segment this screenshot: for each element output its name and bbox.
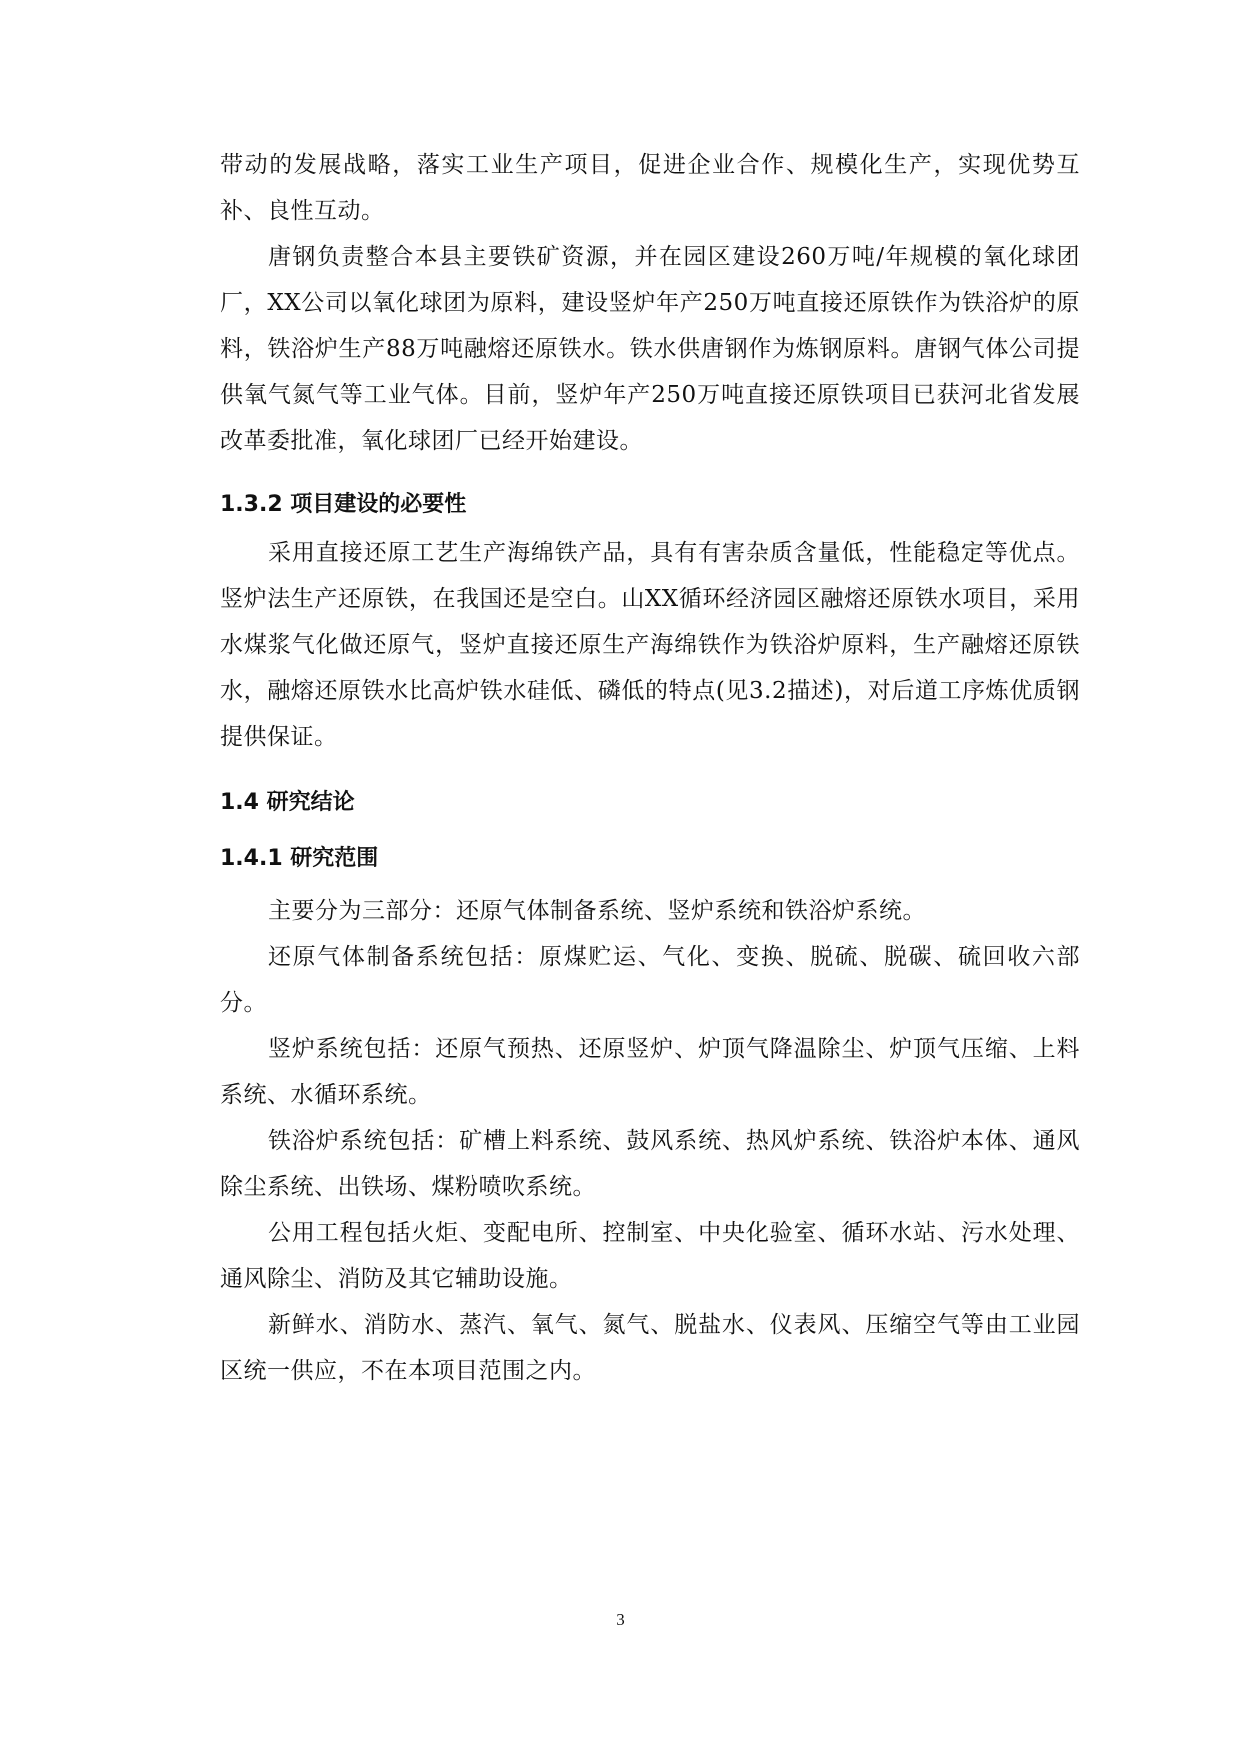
section-heading-1-4-1: 1.4.1 研究范围 — [220, 846, 379, 871]
paragraph: 竖炉系统包括：还原气预热、还原竖炉、炉顶气降温除尘、炉顶气压缩、上料系统、水循环系统。 — [220, 1036, 1080, 1108]
paragraph: 公用工程包括火炬、变配电所、控制室、中央化验室、循环水站、污水处理、通风除尘、消防及其它辅助设施。 — [220, 1220, 1080, 1292]
section-heading-1-4: 1.4 研究结论 — [220, 790, 355, 815]
paragraph: 新鲜水、消防水、蒸汽、氧气、氮气、脱盐水、仪表风、压缩空气等由工业园区统一供应，不在本项目范围之内。 — [220, 1312, 1080, 1384]
paragraph: 唐钢负责整合本县主要铁矿资源，并在园区建设260万吨/年规模的氧化球团厂，XX公司以氧化球团为原料，建设竖炉年产250万吨直接还原铁作为铁浴炉的原料，铁浴炉生产88万吨融熔还原铁水。铁水供唐钢作为炼钢原料。唐钢气体公司提供氧气氮气等工业气体。目前，竖炉年产250万吨直接还原铁项目已获河北省发展改革委批准，氧化球团厂已经开始建设。 — [220, 244, 1080, 454]
paragraph: 铁浴炉系统包括：矿槽上料系统、鼓风系统、热风炉系统、铁浴炉本体、通风除尘系统、出铁场、煤粉喷吹系统。 — [220, 1128, 1080, 1200]
paragraph: 采用直接还原工艺生产海绵铁产品，具有有害杂质含量低，性能稳定等优点。竖炉法生产还原铁，在我国还是空白。山XX循环经济园区融熔还原铁水项目，采用水煤浆气化做还原气，竖炉直接还原生产海绵铁作为铁浴炉原料，生产融熔还原铁水，融熔还原铁水比高炉铁水硅低、磷低的特点(见3.2描述)，对后道工序炼优质钢提供保证。 — [220, 540, 1080, 750]
paragraph: 还原气体制备系统包括：原煤贮运、气化、变换、脱硫、脱碳、硫回收六部分。 — [220, 944, 1080, 1016]
document-page — [220, 142, 1080, 1394]
paragraph: 带动的发展战略，落实工业生产项目，促进企业合作、规模化生产，实现优势互补、良性互动。 — [220, 152, 1080, 224]
section-heading-1-3-2: 1.3.2 项目建设的必要性 — [220, 492, 467, 517]
paragraph: 主要分为三部分：还原气体制备系统、竖炉系统和铁浴炉系统。 — [268, 898, 926, 924]
page-number: 3 — [616, 1610, 625, 1629]
